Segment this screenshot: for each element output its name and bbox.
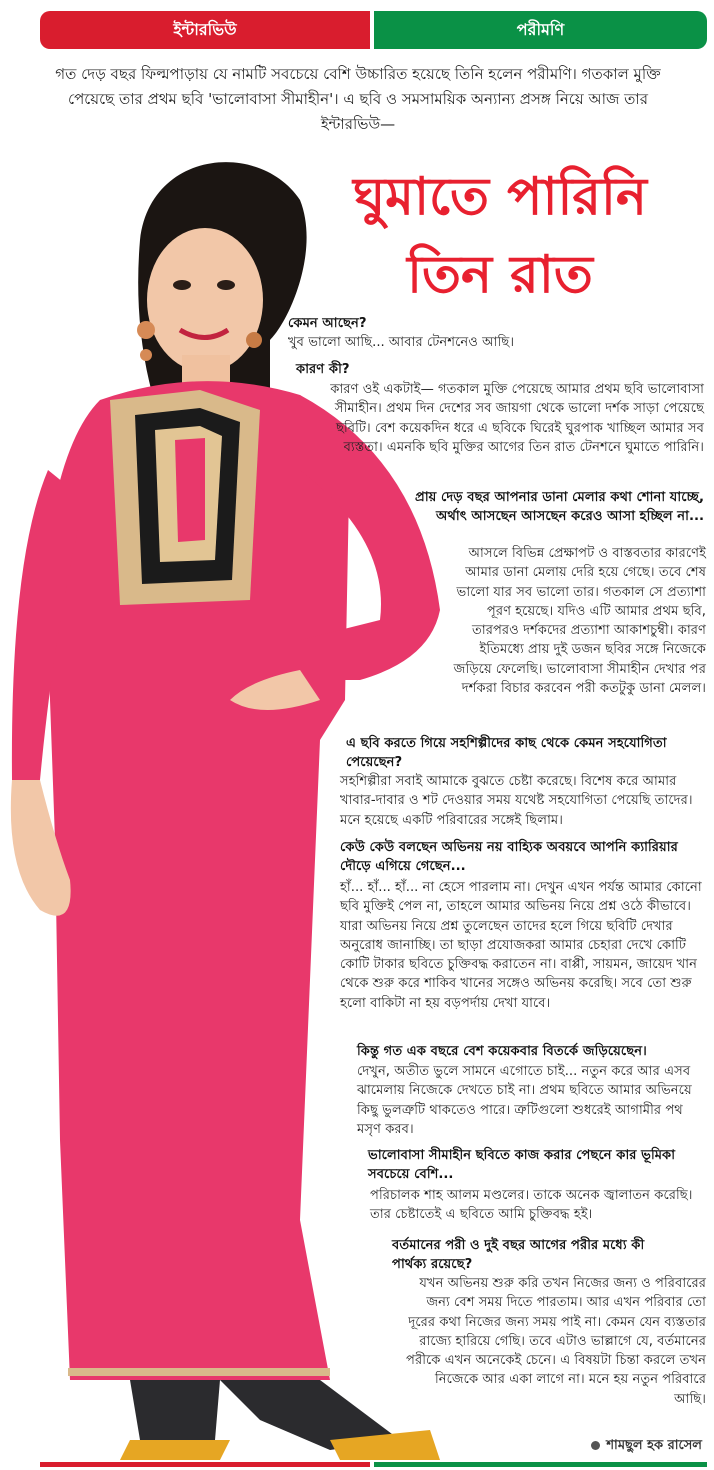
answer-8: যখন অভিনয় শুরু করি তখন নিজের জন্য ও পরিবারের জন্য বেশ সময় দিতে পারতাম। আর এখন পরিবার তো দূরের কথা নিজের জন্য সময় পাই না। কেমন যেন ব্যস্ততার রাজ্যে হারিয়ে গেছি। তবে এটাও ভাল্লাগে যে, বর্তমানের পরীকে এখন অনেকেই চেনে। এ বিষয়টা চিন্তা করলে তখন নিজেকে আর একা লাগে না। মনে হয় নতুন পরিবারে আছি।: [406, 1276, 706, 1407]
answer-3: আসলে বিভিন্ন প্রেক্ষাপট ও বাস্তবতার কারণেই আমার ডানা মেলায় দেরি হয়ে গেছে। তবে শেষ ভালো যার সব ভালো তার। গতকাল সে প্রত্যাশা পূরণ হয়েছে। যদিও এটি আমার প্রথম ছবি, তারপরও দর্শকদের প্রত্যাশা আকাশচুম্বী। কারণ ইতিমধ্যে প্রায় দুই ডজন ছবির সঙ্গে নিজেকে জড়িয়ে ফেলেছি। ভালোবাসা সীমাহীন দেখার পর দর্শকরা বিচার করবেন পরী কতটুকু ডানা মেলল।: [453, 546, 706, 697]
footer-rule-red: [40, 1462, 370, 1467]
question-3: প্রায় দেড় বছর আপনার ডানা মেলার কথা শোনা যাচ্ছে, অর্থাৎ আসছেন আসছেন করেও আসা হচ্ছিল না...: [414, 490, 704, 524]
answer-4: সহশিল্পীরা সবাই আমাকে বুঝতে চেষ্টা করেছে। বিশেষ করে আমার খাবার-দাবার ও শট দেওয়ার সময় যথেষ্ট সহযোগিতা পেয়েছি তাদের। মনে হয়েছে একটি পরিবারের সঙ্গেই ছিলাম।: [340, 774, 693, 828]
answer-6: দেখুন, অতীত ভুলে সামনে এগোতে চাই... নতুন করে আর এসব ঝামেলায় নিজেকে দেখতে চাই না। প্রথম ছবিতে আমার অভিনয়ে কিছু ভুলত্রুটি থাকতেও পারে। ত্রুটিগুলো শুধরেই আগামীর পথ মসৃণ করব।: [357, 1064, 692, 1137]
question-7: ভালোবাসা সীমাহীন ছবিতে কাজ করার পেছনে কার ভূমিকা সবচেয়ে বেশি...: [368, 1148, 676, 1182]
answer-1: খুব ভালো আছি... আবার টেনশনেও আছি।: [288, 335, 515, 350]
headline-line-2: তিন রাত: [407, 245, 593, 305]
author-name: শামছুল হক রাসেল: [606, 1438, 702, 1453]
footer-rule-green: [374, 1462, 707, 1467]
question-4: এ ছবি করতে গিয়ে সহশিল্পীদের কাছ থেকে কেমন সহযোগিতা পেয়েছেন?: [346, 736, 667, 770]
section-tab-name: পরীমণি: [374, 11, 707, 49]
byline: [591, 1436, 702, 1457]
answer-5: হাঁ... হাঁ... হাঁ... না হেসে পারলাম না। দেখুন এখন পর্যন্ত আমার কোনো ছবি মুক্তিই পেল না, তাহলে আমার অভিনয় নিয়ে প্রশ্ন ওঠে কীভাবে। যারা অভিনয় নিয়ে প্রশ্ন তুলেছেন তাদের হলে গিয়ে ছবিটি দেখার অনুরোধ জানাচ্ছি। তা ছাড়া প্রযোজকরা আমার চেহারা দেখে কোটি কোটি টাকার ছবিতে চুক্তিবদ্ধ করাতেন না। বাপ্পী, সায়মন, জায়েদ খান থেকে শুরু করে শাকিব খানের সঙ্গেও অভিনয় করেছি। সবে তো শুরু হলো বাকিটা না হয় বড়পর্দায় দেখা যাবে।: [340, 880, 702, 1011]
section-tab-interview: ইন্টারভিউ: [40, 11, 370, 49]
intro-paragraph: গত দেড় বছর ফিল্মপাড়ায় যে নামটি সবচেয়ে বেশি উচ্চারিত হয়েছে তিনি হলেন পরীমণি। গতকাল মুক্তি পেয়েছে তার প্রথম ছবি 'ভালোবাসা সীমাহীন'। এ ছবি ও সমসাময়িক অন্যান্য প্রসঙ্গ নিয়ে আজ তার ইন্টারভিউ—: [55, 65, 661, 133]
headline-line-1: ঘুমাতে পারিনি: [353, 167, 647, 227]
question-6: কিন্তু গত এক বছরে বেশ কয়েকবার বিতর্কে জড়িয়েছেন।: [357, 1044, 647, 1059]
question-5: কেউ কেউ বলছেন অভিনয় নয় বাহ্যিক অবয়বে আপনি ক্যারিয়ার দৌড়ে এগিয়ে গেছেন...: [340, 840, 678, 874]
answer-2: কারণ ওই একটাই— গতকাল মুক্তি পেয়েছে আমার প্রথম ছবি ভালোবাসা সীমাহীন। প্রথম দিন দেশের সব জায়গা থেকে ভালো দর্শক সাড়া পেয়েছে ছবিটি। বেশ কয়েকদিন ধরে এ ছবিকে ঘিরেই ঘুরপাক খাচ্ছিল আমার সব ব্যস্ততা। এমনকি ছবি মুক্তির আগের তিন রাত টেনশনে ঘুমাতে পারিনি।: [330, 382, 704, 455]
question-2: কারণ কী?: [296, 362, 350, 377]
headline: [290, 158, 710, 314]
answer-7: পরিচালক শাহ আলম মণ্ডলের। তাকে অনেক জ্বালাতন করেছি। তার চেষ্টাতেই এ ছবিতে আমি চুক্তিবদ্ধ হই।: [370, 1188, 693, 1223]
bullet-dot-icon: [591, 1441, 600, 1450]
question-1: কেমন আছেন?: [288, 316, 367, 331]
question-8: বর্তমানের পরী ও দুই বছর আগের পরীর মধ্যে কী পার্থক্য রয়েছে?: [392, 1238, 645, 1272]
